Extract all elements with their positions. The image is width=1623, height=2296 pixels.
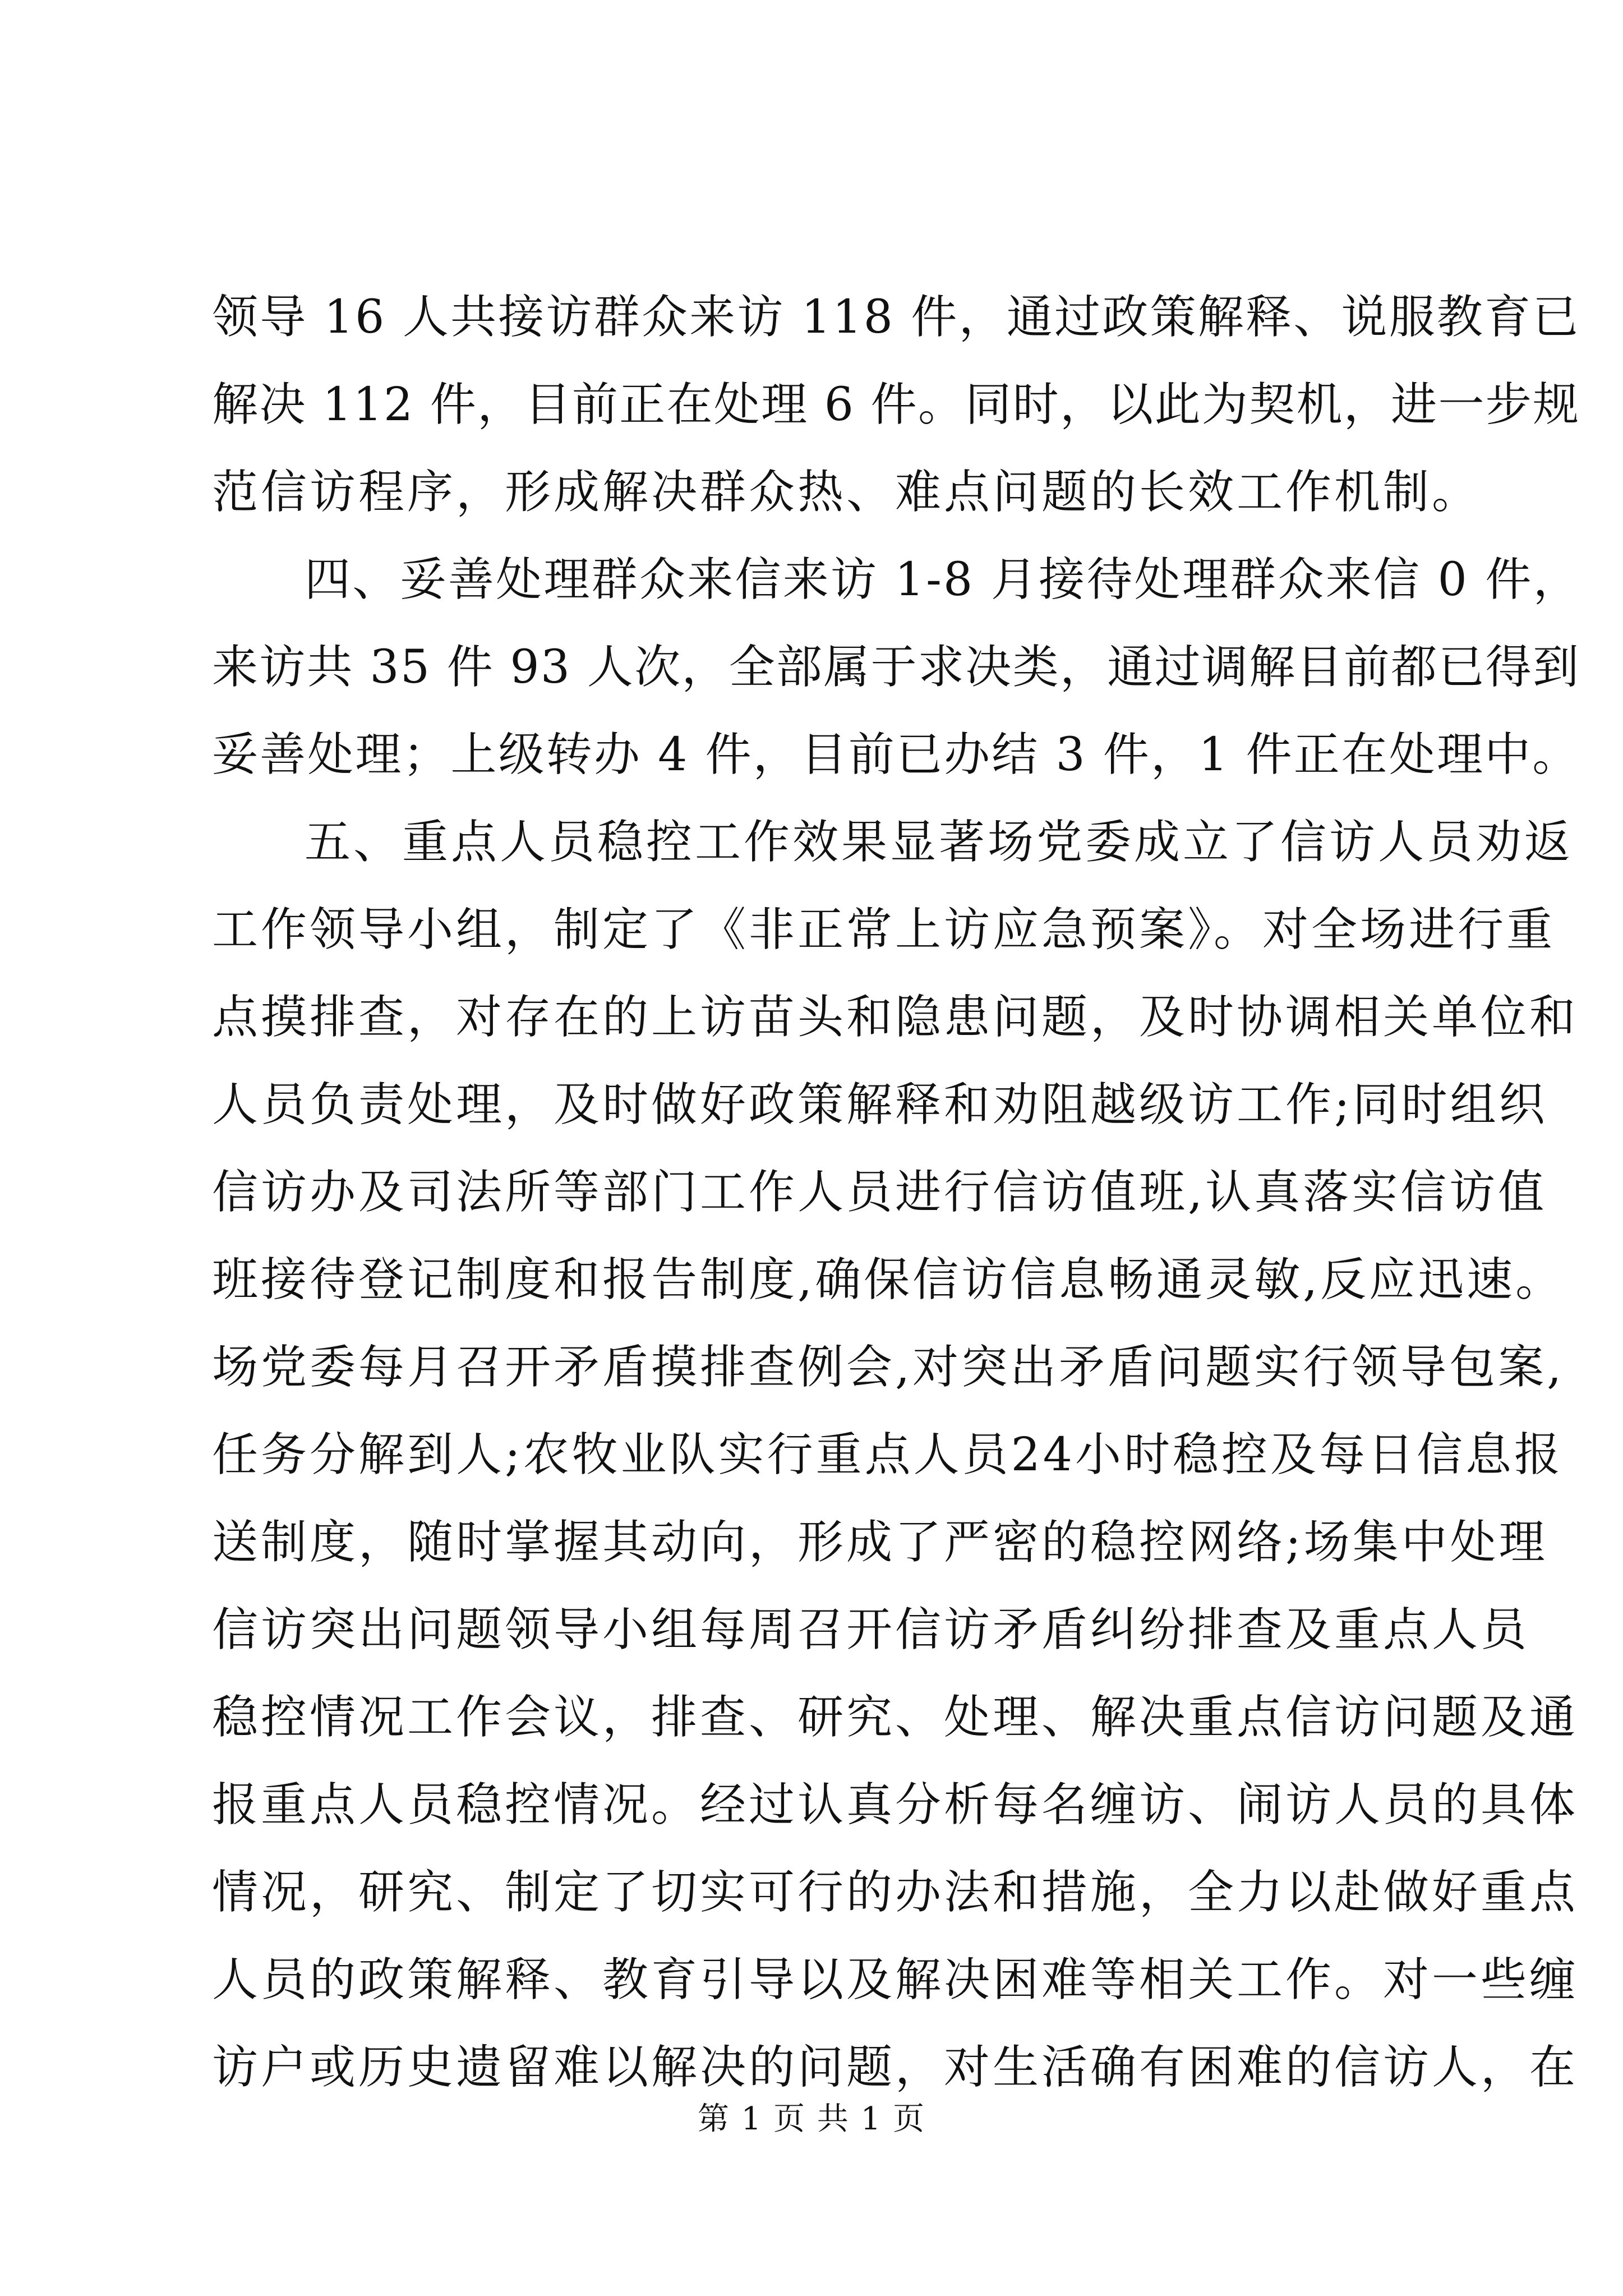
text-line: 任务分解到人;农牧业队实行重点人员24小时稳控及每日信息报 <box>212 1428 1563 1481</box>
text-line: 范信访程序，形成解决群众热、难点问题的长效工作机制。 <box>212 466 1481 519</box>
text-line: 信访办及司法所等部门工作人员进行信访值班,认真落实信访值 <box>212 1166 1547 1219</box>
text-line: 来访共 35 件 93 人次，全部属于求决类，通过调解目前都已得到 <box>212 641 1580 694</box>
text-line: 工作领导小组，制定了《非正常上访应急预案》。对全场进行重 <box>212 903 1556 956</box>
text-line: 人员负责处理，及时做好政策解释和劝阻越级访工作;同时组织 <box>212 1078 1548 1131</box>
text-line: 场党委每月召开矛盾摸排查例会,对突出矛盾问题实行领导包案, <box>212 1341 1565 1394</box>
text-line: 妥善处理；上级转办 4 件，目前已办结 3 件，1 件正在处理中。 <box>212 728 1580 781</box>
text-line: 稳控情况工作会议，排查、研究、处理、解决重点信访问题及通 <box>212 1691 1579 1744</box>
text-line: 报重点人员稳控情况。经过认真分析每名缠访、闹访人员的具体 <box>212 1778 1579 1832</box>
document-body <box>212 274 1581 2111</box>
text-line: 情况，研究、制定了切实可行的办法和措施，全力以赴做好重点 <box>212 1866 1579 1919</box>
text-line: 送制度，随时掌握其动向，形成了严密的稳控网络;场集中处理 <box>212 1516 1548 1569</box>
text-line: 领导 16 人共接访群众来访 118 件，通过政策解释、说服教育已 <box>212 291 1580 344</box>
text-line: 五、重点人员稳控工作效果显著场党委成立了信访人员劝返 <box>305 816 1574 869</box>
page-footer: 第 1 页 共 1 页 <box>697 2101 926 2137</box>
text-line: 班接待登记制度和报告制度,确保信访信息畅通灵敏,反应迅速。 <box>212 1253 1565 1306</box>
text-line: 访户或历史遗留难以解决的问题，对生活确有困难的信访人，在 <box>212 2041 1579 2094</box>
text-line: 解决 112 件，目前正在处理 6 件。同时，以此为契机，进一步规 <box>212 378 1580 431</box>
text-line: 信访突出问题领导小组每周召开信访矛盾纠纷排查及重点人员 <box>212 1603 1530 1657</box>
text-line: 人员的政策解释、教育引导以及解决困难等相关工作。对一些缠 <box>212 1953 1579 2007</box>
text-line: 点摸排查，对存在的上访苗头和隐患问题，及时协调相关单位和 <box>212 991 1579 1044</box>
text-line: 四、妥善处理群众来信来访 1-8 月接待处理群众来信 0 件， <box>305 553 1581 606</box>
